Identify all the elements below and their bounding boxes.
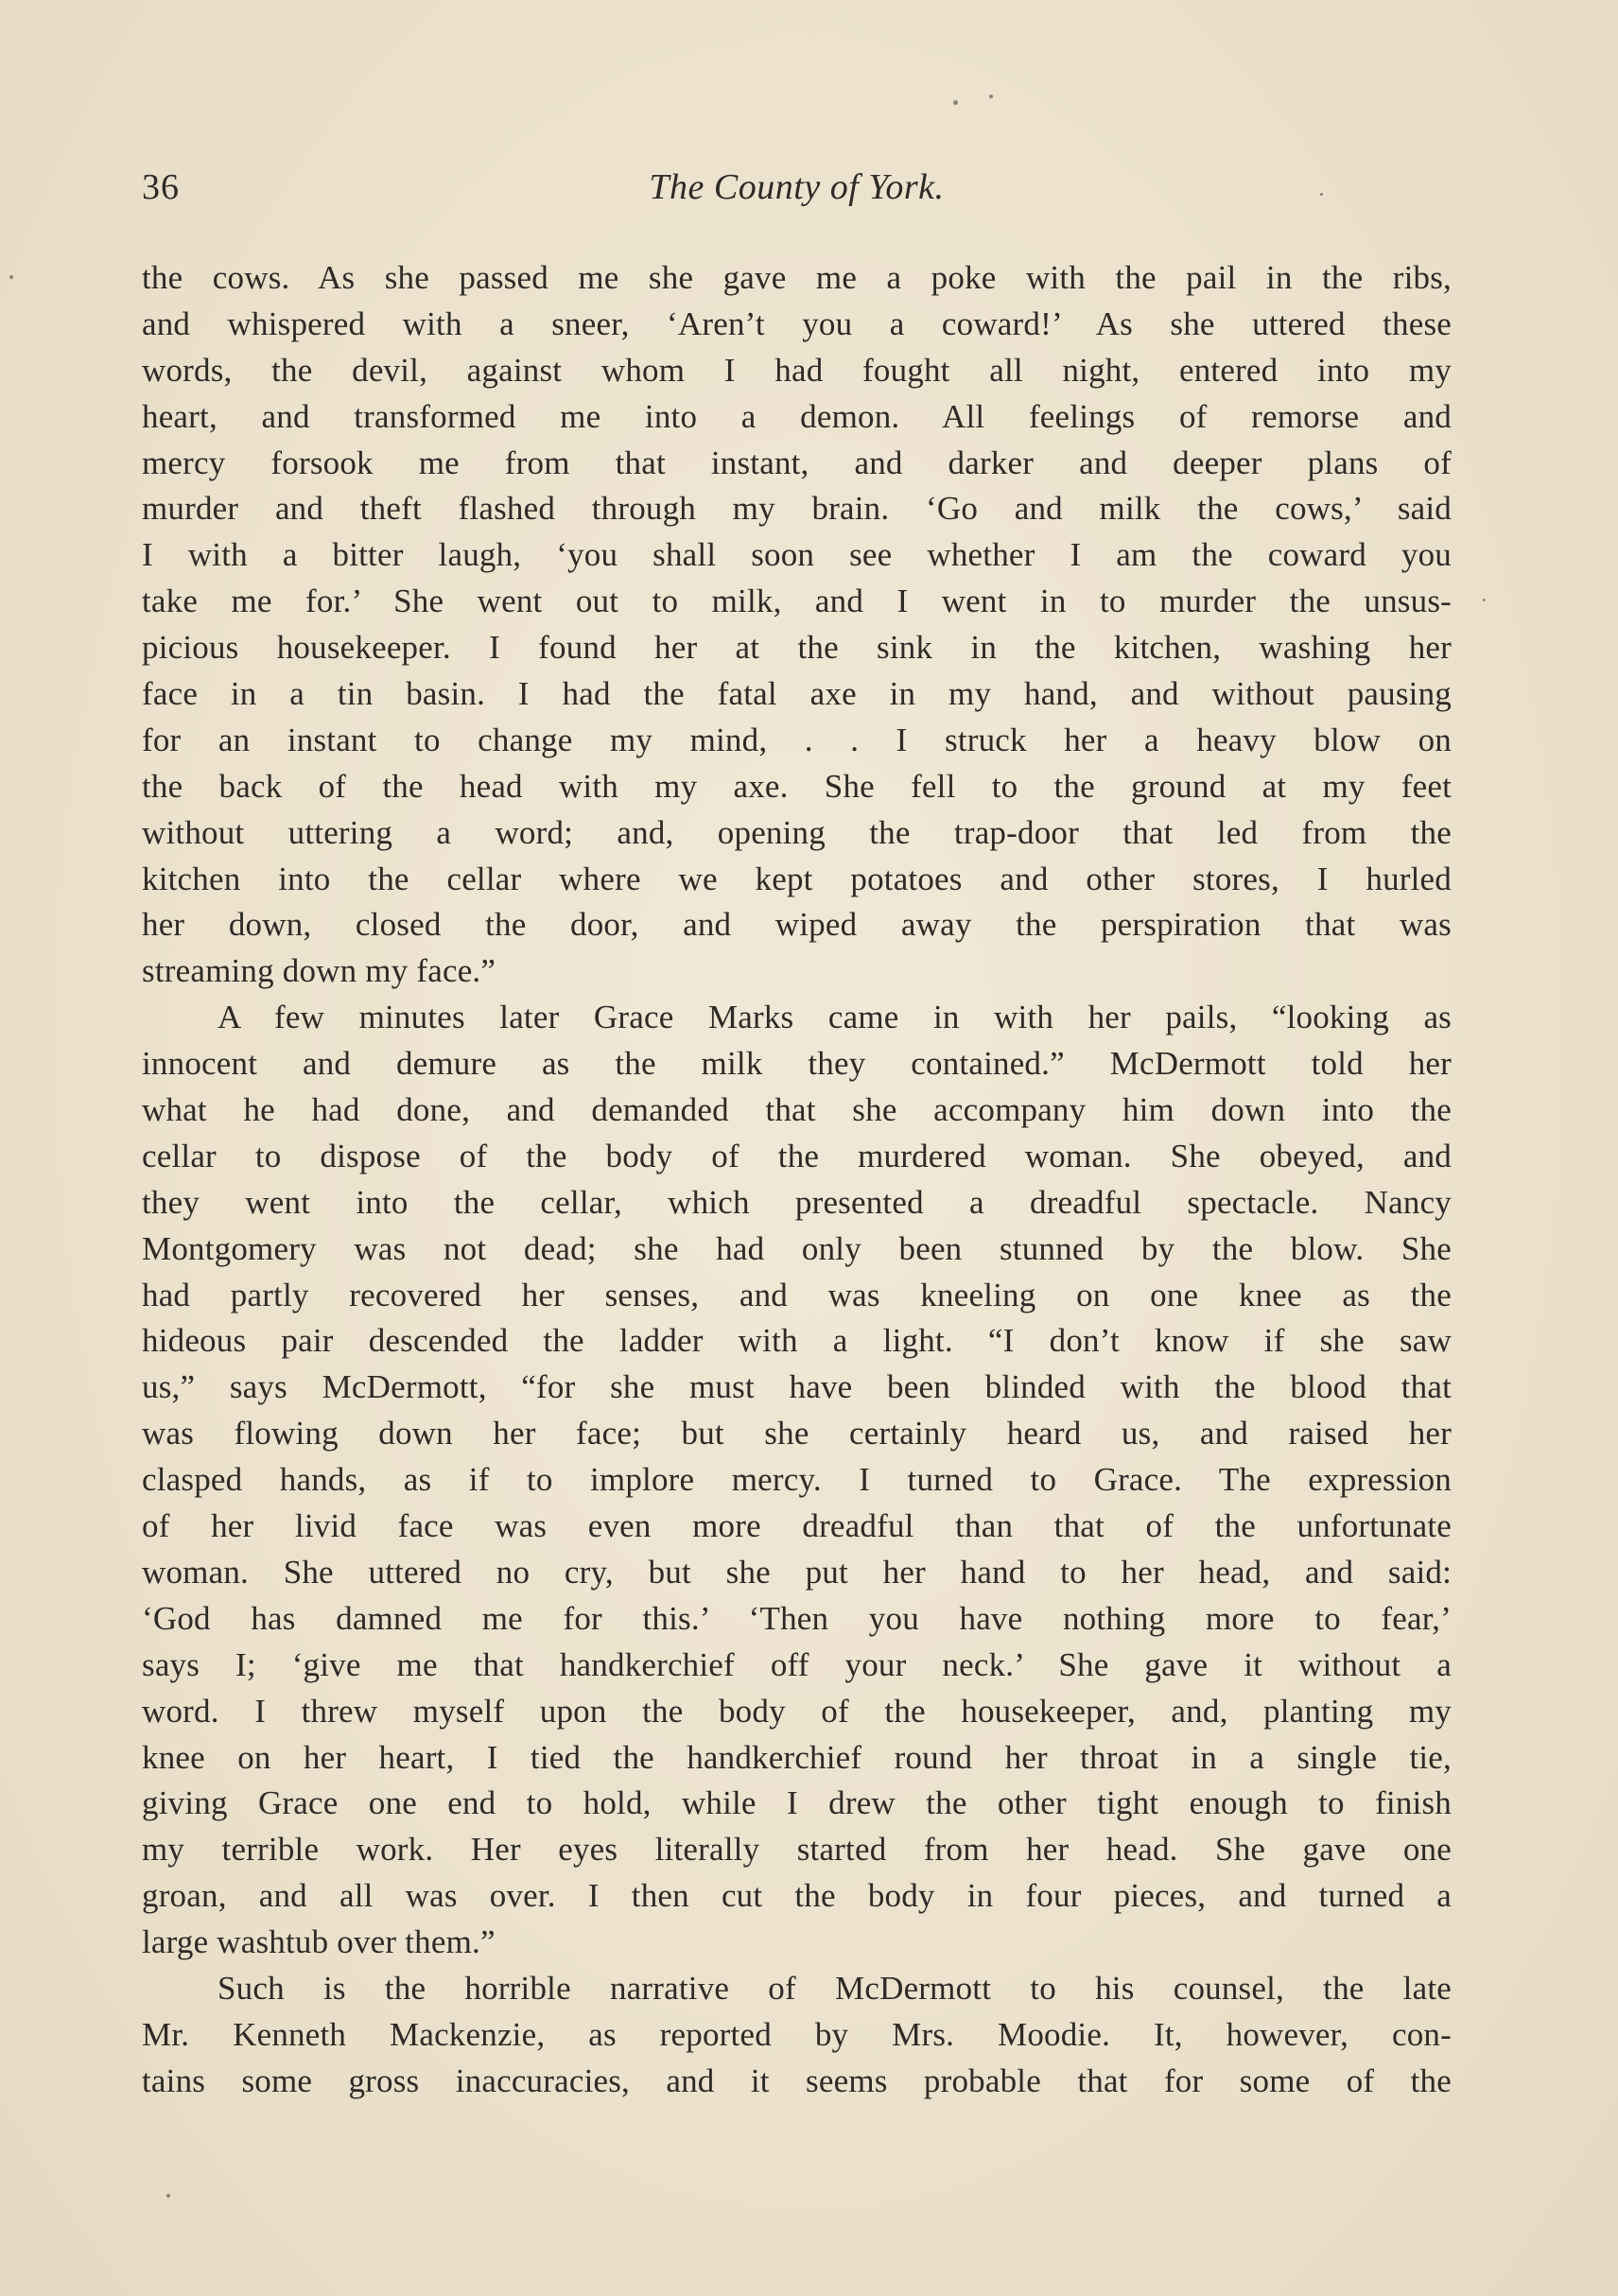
text-line: for an instant to change my mind, . . I struck her a heavy blow on <box>142 721 1452 758</box>
text-line: Montgomery was not dead; she had only been stunned by the blow. She <box>142 1229 1452 1267</box>
text-line: us,” says McDermott, “for she must have been blinded with the blood that <box>142 1368 1452 1406</box>
text-line: knee on her heart, I tied the handkerchief round her throat in a single tie, <box>142 1738 1452 1776</box>
text-line: giving Grace one end to hold, while I drew the other tight enough to finish <box>142 1784 1452 1822</box>
text-line: streaming down my face.” <box>142 952 496 990</box>
text-line: what he had done, and demanded that she accompany him down into the <box>142 1091 1452 1129</box>
paper-speck <box>989 95 993 98</box>
text-line: words, the devil, against whom I had fought all night, entered into my <box>142 351 1452 389</box>
text-line: had partly recovered her senses, and was kneeling on one knee as the <box>142 1276 1452 1313</box>
text-line: says I; ‘give me that handkerchief off your neck.’ She gave it without a <box>142 1645 1452 1683</box>
text-line: heart, and transformed me into a demon. All feelings of remorse and <box>142 397 1452 435</box>
page-header <box>142 166 1452 223</box>
page-number: 36 <box>142 167 180 207</box>
text-line: the cows. As she passed me she gave me a poke with the pail in the ribs, <box>142 259 1452 296</box>
paper-speck <box>166 2194 170 2198</box>
paper-speck <box>9 275 13 279</box>
text-line: my terrible work. Her eyes literally started from her head. She gave one <box>142 1831 1452 1869</box>
text-line: picious housekeeper. I found her at the sink in the kitchen, washing her <box>142 629 1452 667</box>
paper-speck <box>1320 193 1323 196</box>
text-line: murder and theft flashed through my brain. ‘Go and milk the cows,’ said <box>142 490 1452 528</box>
text-line: her down, closed the door, and wiped away the perspiration that was <box>142 906 1452 944</box>
text-line: without uttering a word; and, opening the trap-door that led from the <box>142 813 1452 851</box>
text-line: face in a tin basin. I had the fatal axe in my hand, and without pausing <box>142 675 1452 713</box>
text-line: Mr. Kenneth Mackenzie, as reported by Mrs. Moodie. It, however, con- <box>142 2015 1452 2053</box>
text-line: innocent and demure as the milk they contained.” McDermott told her <box>142 1045 1452 1083</box>
text-line: clasped hands, as if to implore mercy. I turned to Grace. The expression <box>142 1461 1452 1499</box>
running-title: The County of York. <box>649 167 945 207</box>
text-line: I with a bitter laugh, ‘you shall soon see whether I am the coward you <box>142 536 1452 574</box>
text-line: the back of the head with my axe. She fell to the ground at my feet <box>142 767 1452 805</box>
text-line: hideous pair descended the ladder with a light. “I don’t know if she saw <box>142 1322 1452 1360</box>
text-line: take me for.’ She went out to milk, and I went in to murder the unsus- <box>142 583 1452 620</box>
text-line: and whispered with a sneer, ‘Aren’t you a coward!’ As she uttered these <box>142 304 1452 342</box>
text-line: of her livid face was even more dreadful than that of the unfortunate <box>142 1507 1452 1545</box>
text-line: large washtub over them.” <box>142 1923 496 1961</box>
paper-speck <box>953 100 958 105</box>
text-line: groan, and all was over. I then cut the body in four pieces, and turned a <box>142 1877 1452 1915</box>
text-line: ‘God has damned me for this.’ ‘Then you have nothing more to fear,’ <box>142 1599 1452 1637</box>
text-line: they went into the cellar, which presented a dreadful spectacle. Nancy <box>142 1183 1452 1221</box>
text-line: word. I threw myself upon the body of the housekeeper, and, planting my <box>142 1692 1452 1730</box>
paragraph-first-line: A few minutes later Grace Marks came in with her pails, “looking as <box>217 999 1452 1036</box>
paper-speck <box>1483 599 1486 601</box>
text-line: cellar to dispose of the body of the murdered woman. She obeyed, and <box>142 1137 1452 1174</box>
body-text <box>142 255 1452 2105</box>
text-line: tains some gross inaccuracies, and it seems probable that for some of the <box>142 2061 1452 2099</box>
text-line: kitchen into the cellar where we kept potatoes and other stores, I hurled <box>142 860 1452 897</box>
text-line: mercy forsook me from that instant, and darker and deeper plans of <box>142 444 1452 481</box>
text-line: woman. She uttered no cry, but she put her hand to her head, and said: <box>142 1553 1452 1591</box>
text-line: was flowing down her face; but she certainly heard us, and raised her <box>142 1415 1452 1452</box>
paragraph-first-line: Such is the horrible narrative of McDermott to his counsel, the late <box>217 1969 1452 2007</box>
